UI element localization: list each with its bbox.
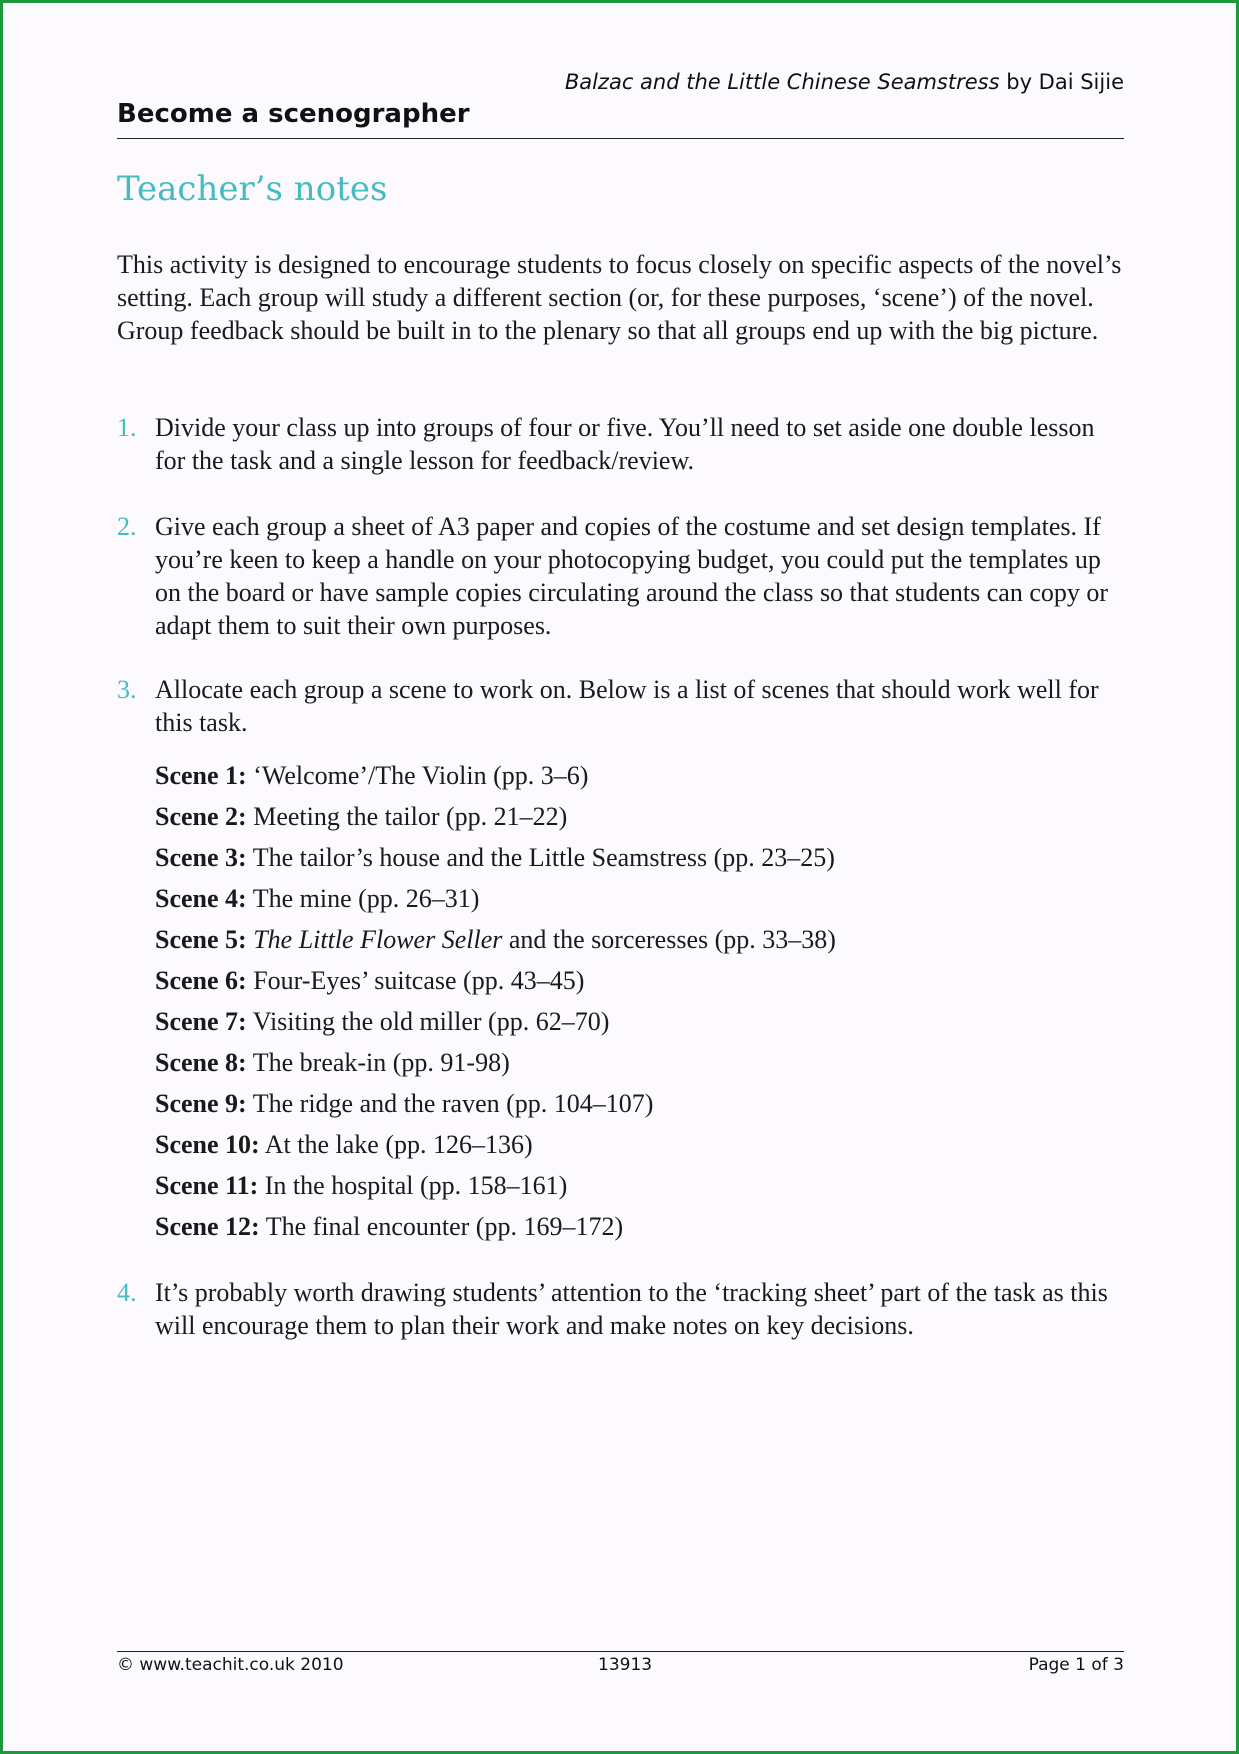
scene-label: Scene 11: bbox=[155, 1171, 259, 1200]
step-text: Give each group a sheet of A3 paper and copies of the costume and set design templates. If you’re keen to keep a handle on your photocopying budget, you could put the templates up on the board or have sample copies circulating around the class so that students can copy or adapt them to suit their own purposes. bbox=[155, 512, 1109, 640]
scene-text: Visiting the old miller (pp. 62–70) bbox=[252, 1007, 610, 1036]
scene-text: In the hospital (pp. 158–161) bbox=[264, 1171, 568, 1200]
step-number: 3. bbox=[117, 675, 137, 704]
scene-text: Four-Eyes’ suitcase (pp. 43–45) bbox=[253, 966, 585, 995]
intro-paragraph: This activity is designed to encourage students to focus closely on specific aspects of the novel’s setting. Each group will study a different section (or, for these purposes, ‘scene’) of the novel. Group feedback should be built in to the plenary so that all groups end up with the big picture. bbox=[117, 250, 1122, 345]
step-4 bbox=[117, 1276, 1127, 1342]
resource-code: 13913 bbox=[598, 1655, 653, 1675]
step-number: 2. bbox=[117, 512, 137, 541]
book-reference bbox=[565, 70, 1124, 94]
scene-label: Scene 2: bbox=[155, 802, 247, 831]
list-item bbox=[155, 1042, 1115, 1083]
scene-label: Scene 8: bbox=[155, 1048, 247, 1077]
scene-label: Scene 7: bbox=[155, 1007, 247, 1036]
step-2 bbox=[117, 510, 1127, 642]
scene-label: Scene 9: bbox=[155, 1089, 247, 1118]
list-item bbox=[155, 755, 1115, 796]
scene-label: Scene 5: bbox=[155, 925, 247, 954]
step-number: 4. bbox=[117, 1278, 137, 1307]
page-number: Page 1 of 3 bbox=[1028, 1655, 1124, 1675]
book-author: by Dai Sijie bbox=[1006, 70, 1124, 94]
list-item bbox=[155, 837, 1115, 878]
scene-text: The tailor’s house and the Little Seamstress (pp. 23–25) bbox=[252, 843, 835, 872]
scene-italic-title: The Little Flower Seller bbox=[253, 925, 503, 954]
list-item bbox=[155, 960, 1115, 1001]
list-item bbox=[155, 1083, 1115, 1124]
list-item bbox=[155, 878, 1115, 919]
scene-label: Scene 3: bbox=[155, 843, 247, 872]
activity-title: Become a scenographer bbox=[117, 99, 470, 129]
scene-text: The mine (pp. 26–31) bbox=[252, 884, 480, 913]
scene-text: The break-in (pp. 91-98) bbox=[252, 1048, 510, 1077]
scene-list bbox=[155, 755, 1115, 1247]
footer-divider bbox=[117, 1651, 1124, 1652]
list-item bbox=[155, 919, 1115, 960]
scene-text: Meeting the tailor (pp. 21–22) bbox=[253, 802, 568, 831]
scene-label: Scene 1: bbox=[155, 761, 247, 790]
scene-label: Scene 4: bbox=[155, 884, 247, 913]
scene-label: Scene 6: bbox=[155, 966, 247, 995]
scene-label: Scene 12: bbox=[155, 1212, 260, 1241]
list-item bbox=[155, 796, 1115, 837]
scene-text: and the sorceresses (pp. 33–38) bbox=[508, 925, 836, 954]
scene-label: Scene 10: bbox=[155, 1130, 260, 1159]
scene-text: The ridge and the raven (pp. 104–107) bbox=[252, 1089, 654, 1118]
list-item bbox=[155, 1165, 1115, 1206]
list-item bbox=[155, 1124, 1115, 1165]
book-title: Balzac and the Little Chinese Seamstress bbox=[564, 70, 1000, 94]
worksheet-page bbox=[117, 0, 1124, 1754]
step-3 bbox=[117, 673, 1127, 739]
copyright-link[interactable]: © www.teachit.co.uk 2010 bbox=[117, 1655, 344, 1675]
step-text: It’s probably worth drawing students’ attention to the ‘tracking sheet’ part of the task as this will encourage them to plan their work and make notes on key decisions. bbox=[155, 1278, 1108, 1340]
list-item bbox=[155, 1206, 1115, 1247]
scene-text: At the lake (pp. 126–136) bbox=[264, 1130, 533, 1159]
list-item bbox=[155, 1001, 1115, 1042]
page-heading: Teacher’s notes bbox=[117, 169, 388, 209]
step-text: Divide your class up into groups of four or five. You’ll need to set aside one double lesson for the task and a single lesson for feedback/review. bbox=[155, 413, 1095, 475]
step-1 bbox=[117, 411, 1127, 477]
header-divider bbox=[117, 138, 1124, 139]
step-number: 1. bbox=[117, 413, 137, 442]
step-text: Allocate each group a scene to work on. Below is a list of scenes that should work well for this task. bbox=[155, 675, 1099, 737]
scene-text: ‘Welcome’/The Violin (pp. 3–6) bbox=[253, 761, 589, 790]
scene-text: The final encounter (pp. 169–172) bbox=[265, 1212, 624, 1241]
